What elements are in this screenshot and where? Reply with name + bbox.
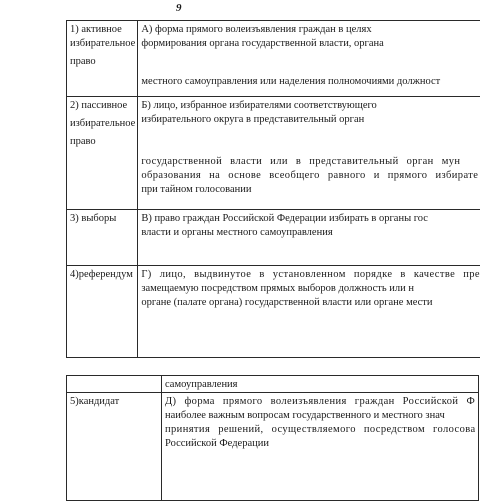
terms-table-2 (66, 375, 479, 501)
term-cell (67, 266, 138, 358)
definition-text: органе (палате органа) государственной власти или органе мести (141, 296, 480, 310)
term-text: избирательное (70, 117, 135, 131)
definition-text: государственной власти или в представительный орган мун (141, 155, 480, 169)
term-cell (67, 393, 162, 501)
table-row (67, 376, 479, 393)
definition-text: замещаемую посредством прямых выборов должность или н (141, 282, 480, 296)
definition-text: формирования органа государственной власти, органа (141, 37, 480, 51)
definition-text: образования на основе всеобщего равного и прямого избирате (141, 169, 480, 183)
term-text: 1) активное (70, 23, 135, 37)
table-row (67, 393, 479, 501)
term-text: 3) выборы (70, 212, 135, 226)
term-cell (67, 21, 138, 97)
definition-text: при тайном голосовании (141, 183, 480, 197)
term-text: право (70, 55, 135, 69)
term-text: 5)кандидат (70, 395, 159, 409)
term-cell (67, 376, 162, 393)
term-cell (67, 210, 138, 266)
table-row (67, 210, 480, 266)
definition-text: принятия решений, осуществляемого посредством голосова (165, 423, 476, 437)
table-row (67, 21, 480, 97)
definition-text: избирательного округа в представительный орган (141, 113, 480, 127)
terms-table-1 (66, 20, 480, 358)
table-row (67, 97, 480, 210)
definition-cell (162, 393, 479, 501)
definition-text: самоуправления (165, 378, 476, 392)
definition-cell (138, 21, 480, 97)
definition-text: Российской Федерации (165, 437, 476, 451)
definition-cell (138, 97, 480, 210)
definition-cell (138, 266, 480, 358)
definition-text: А) форма прямого волеизъявления граждан в целях (141, 23, 480, 37)
term-text: избирательное (70, 37, 135, 51)
definition-text: В) право граждан Российской Федерации избирать в органы гос (141, 212, 480, 226)
term-text: 4)референдум (70, 268, 135, 282)
definition-text: местного самоуправления или наделения полномочиями должност (141, 75, 480, 89)
definition-cell (162, 376, 479, 393)
definition-text: Г) лицо, выдвинутое в установленном порядке в качестве пре (141, 268, 480, 282)
table-row (67, 266, 480, 358)
term-text: 2) пассивное (70, 99, 135, 113)
definition-text: Д) форма прямого волеизъявления граждан Российской Ф (165, 395, 476, 409)
definition-cell (138, 210, 480, 266)
term-text: право (70, 135, 135, 149)
definition-text: власти и органы местного самоуправления (141, 226, 480, 240)
definition-text: Б) лицо, избранное избирателями соответствующего (141, 99, 480, 113)
definition-text: наиболее важным вопросам государственного и местного знач (165, 409, 476, 423)
term-cell (67, 97, 138, 210)
page-number: 9 (176, 2, 182, 14)
